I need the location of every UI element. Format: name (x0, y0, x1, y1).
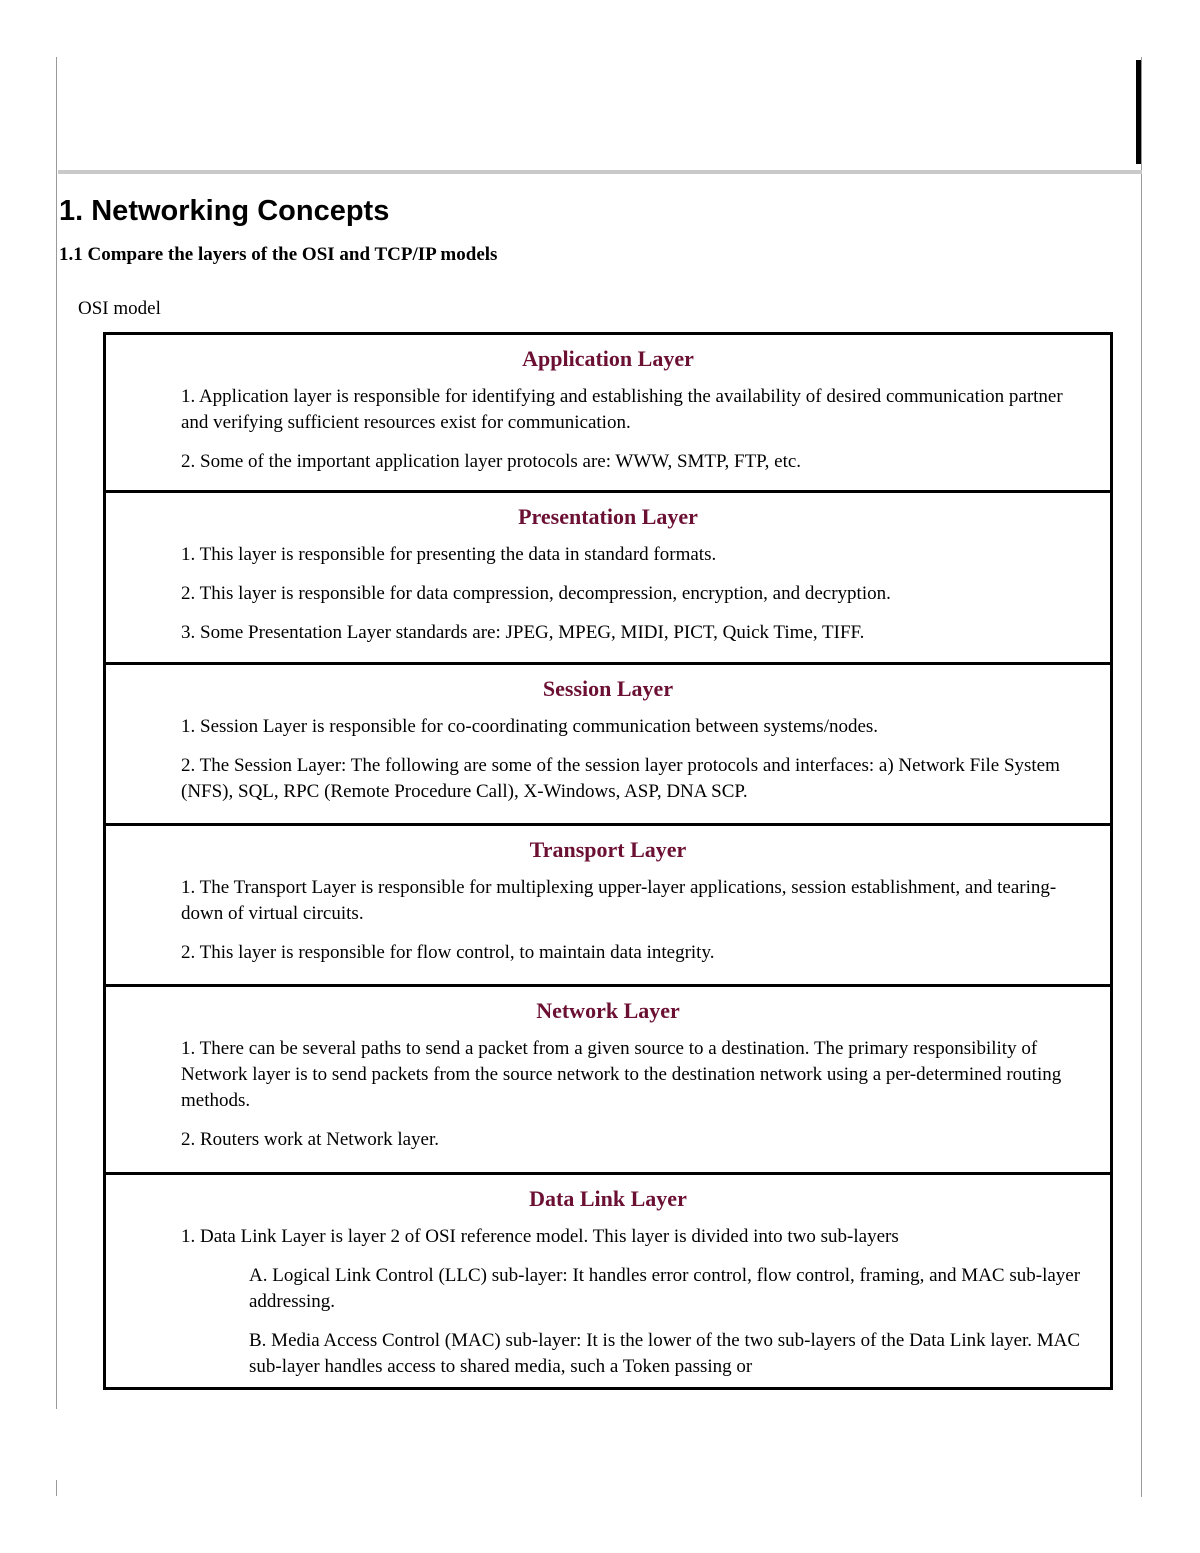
right-margin-rule (1141, 57, 1142, 1497)
layer-title: Data Link Layer (529, 1186, 687, 1211)
layer-title: Network Layer (536, 998, 680, 1023)
layer-application (106, 335, 1110, 493)
layer-item: 2. This layer is responsible for data compression, decompression, encryption, and decryption. (181, 583, 891, 604)
layer-item: 3. Some Presentation Layer standards are: JPEG, MPEG, MIDI, PICT, Quick Time, TIFF. (181, 622, 865, 643)
layer-session (106, 665, 1110, 826)
section-title: 1. Networking Concepts (59, 195, 390, 227)
right-edge-bar (1136, 60, 1141, 164)
layer-item: 1. There can be several paths to send a packet from a given source to a destination. The primary responsibility of Network layer is to send packets from the source network to the destination network using a per-determined routing methods. (181, 1038, 1062, 1111)
layer-item: 2. Some of the important application layer protocols are: WWW, SMTP, FTP, etc. (181, 451, 802, 472)
layer-item: 2. Routers work at Network layer. (181, 1129, 440, 1150)
model-label: OSI model (78, 298, 161, 319)
layer-title: Presentation Layer (518, 504, 698, 529)
layer-data-link (106, 1175, 1110, 1387)
layer-item: 1. Session Layer is responsible for co-coordinating communication between systems/nodes. (181, 716, 879, 737)
layer-item: 1. This layer is responsible for presenting the data in standard formats. (181, 544, 717, 565)
layer-subitem: A. Logical Link Control (LLC) sub-layer: It handles error control, flow control, framing, and MAC sub-layer addressing. (249, 1265, 1081, 1312)
layer-subitem: B. Media Access Control (MAC) sub-layer: It is the lower of the two sub-layers of the Data Link layer. MAC sub-layer handles access to shared media, such a Token passing or (249, 1330, 1081, 1377)
layer-title: Transport Layer (529, 837, 687, 862)
header-divider (58, 170, 1142, 174)
layer-item: 2. This layer is responsible for flow control, to maintain data integrity. (181, 942, 715, 963)
layer-item: 1. Application layer is responsible for identifying and establishing the availability of desired communication partner and verifying sufficient resources exist for communication. (181, 386, 1063, 433)
layer-transport (106, 826, 1110, 987)
layer-title: Application Layer (522, 346, 694, 371)
layer-item: 1. Data Link Layer is layer 2 of OSI reference model. This layer is divided into two sub-layers (181, 1226, 899, 1247)
left-margin-rule (56, 57, 57, 1409)
osi-layers-table (103, 332, 1113, 1390)
layer-network (106, 987, 1110, 1175)
layer-presentation (106, 493, 1110, 665)
layer-item: 1. The Transport Layer is responsible for multiplexing upper-layer applications, session establishment, and tearing-down of virtual circuits. (181, 877, 1057, 924)
layer-title: Session Layer (542, 676, 674, 701)
layer-item: 2. The Session Layer: The following are some of the session layer protocols and interfaces: a) Network File System (NFS), SQL, RPC (Remote Procedure Call), X-Windows, ASP, DNA SCP. (181, 755, 1060, 802)
subsection-title: 1.1 Compare the layers of the OSI and TCP/IP models (59, 244, 498, 265)
left-margin-rule-lower (56, 1480, 57, 1496)
